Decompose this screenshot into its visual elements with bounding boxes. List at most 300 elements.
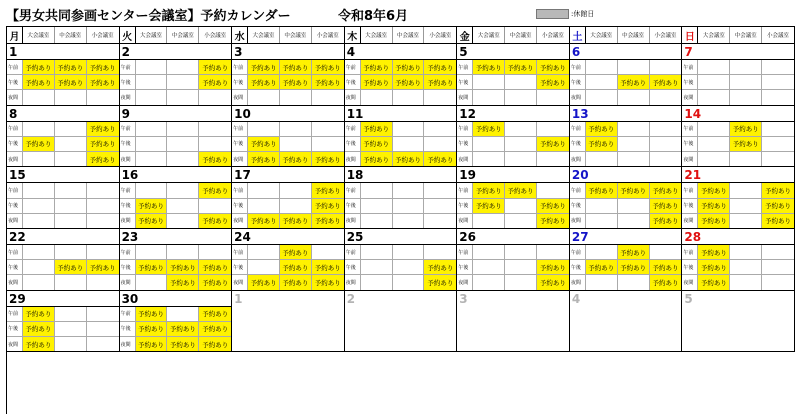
available-slot[interactable]: [248, 183, 280, 197]
available-slot[interactable]: [618, 275, 650, 289]
available-slot[interactable]: [762, 60, 794, 74]
available-slot[interactable]: [280, 122, 312, 136]
booked-slot[interactable]: 予約あり: [473, 60, 505, 74]
available-slot[interactable]: [618, 60, 650, 74]
available-slot[interactable]: [167, 152, 199, 166]
booked-slot[interactable]: 予約あり: [23, 307, 55, 321]
booked-slot[interactable]: 予約あり: [473, 183, 505, 197]
available-slot[interactable]: [762, 75, 794, 89]
available-slot[interactable]: [393, 183, 425, 197]
available-slot[interactable]: [87, 90, 119, 104]
available-slot[interactable]: [730, 60, 762, 74]
available-slot[interactable]: [136, 75, 168, 89]
available-slot[interactable]: [248, 122, 280, 136]
booked-slot[interactable]: 予約あり: [537, 199, 569, 213]
day-cell[interactable]: [570, 106, 683, 168]
available-slot[interactable]: [505, 275, 537, 289]
available-slot[interactable]: [361, 183, 393, 197]
available-slot[interactable]: [762, 245, 794, 259]
available-slot[interactable]: [136, 275, 168, 289]
booked-slot[interactable]: 予約あり: [280, 60, 312, 74]
day-cell[interactable]: [345, 167, 458, 229]
available-slot[interactable]: [248, 245, 280, 259]
available-slot[interactable]: [55, 322, 87, 336]
available-slot[interactable]: [586, 275, 618, 289]
booked-slot[interactable]: 予約あり: [167, 275, 199, 289]
available-slot[interactable]: [393, 137, 425, 151]
booked-slot[interactable]: 予約あり: [361, 137, 393, 151]
available-slot[interactable]: [55, 214, 87, 228]
day-cell[interactable]: [120, 291, 233, 353]
available-slot[interactable]: [505, 75, 537, 89]
available-slot[interactable]: [730, 260, 762, 274]
available-slot[interactable]: [199, 137, 231, 151]
available-slot[interactable]: [586, 90, 618, 104]
available-slot[interactable]: [505, 137, 537, 151]
day-cell[interactable]: [7, 229, 120, 291]
available-slot[interactable]: [136, 90, 168, 104]
booked-slot[interactable]: 予約あり: [167, 337, 199, 351]
booked-slot[interactable]: 予約あり: [312, 60, 344, 74]
available-slot[interactable]: [87, 214, 119, 228]
available-slot[interactable]: [136, 137, 168, 151]
day-cell[interactable]: [7, 291, 120, 353]
available-slot[interactable]: [167, 307, 199, 321]
booked-slot[interactable]: 予約あり: [537, 214, 569, 228]
available-slot[interactable]: [167, 137, 199, 151]
available-slot[interactable]: [393, 245, 425, 259]
booked-slot[interactable]: 予約あり: [618, 183, 650, 197]
available-slot[interactable]: [473, 137, 505, 151]
available-slot[interactable]: [361, 245, 393, 259]
available-slot[interactable]: [361, 90, 393, 104]
available-slot[interactable]: [87, 307, 119, 321]
booked-slot[interactable]: 予約あり: [136, 337, 168, 351]
available-slot[interactable]: [698, 60, 730, 74]
available-slot[interactable]: [618, 137, 650, 151]
available-slot[interactable]: [537, 183, 569, 197]
available-slot[interactable]: [312, 90, 344, 104]
booked-slot[interactable]: 予約あり: [199, 60, 231, 74]
available-slot[interactable]: [762, 152, 794, 166]
booked-slot[interactable]: 予約あり: [87, 260, 119, 274]
available-slot[interactable]: [730, 75, 762, 89]
available-slot[interactable]: [730, 152, 762, 166]
day-cell[interactable]: [345, 106, 458, 168]
booked-slot[interactable]: 予約あり: [505, 60, 537, 74]
booked-slot[interactable]: 予約あり: [199, 183, 231, 197]
day-cell[interactable]: [682, 229, 795, 291]
available-slot[interactable]: [698, 75, 730, 89]
available-slot[interactable]: [505, 260, 537, 274]
day-cell[interactable]: [120, 167, 233, 229]
booked-slot[interactable]: 予約あり: [730, 122, 762, 136]
available-slot[interactable]: [55, 152, 87, 166]
available-slot[interactable]: [424, 199, 456, 213]
booked-slot[interactable]: 予約あり: [312, 199, 344, 213]
available-slot[interactable]: [586, 245, 618, 259]
booked-slot[interactable]: 予約あり: [537, 275, 569, 289]
available-slot[interactable]: [473, 260, 505, 274]
available-slot[interactable]: [136, 152, 168, 166]
available-slot[interactable]: [87, 199, 119, 213]
booked-slot[interactable]: 予約あり: [167, 260, 199, 274]
available-slot[interactable]: [730, 245, 762, 259]
booked-slot[interactable]: 予約あり: [23, 75, 55, 89]
booked-slot[interactable]: 予約あり: [762, 214, 794, 228]
available-slot[interactable]: [762, 90, 794, 104]
available-slot[interactable]: [167, 90, 199, 104]
available-slot[interactable]: [167, 214, 199, 228]
booked-slot[interactable]: 予約あり: [280, 275, 312, 289]
available-slot[interactable]: [23, 183, 55, 197]
available-slot[interactable]: [23, 275, 55, 289]
booked-slot[interactable]: 予約あり: [424, 260, 456, 274]
booked-slot[interactable]: 予約あり: [87, 137, 119, 151]
available-slot[interactable]: [87, 183, 119, 197]
booked-slot[interactable]: 予約あり: [248, 152, 280, 166]
booked-slot[interactable]: 予約あり: [698, 245, 730, 259]
available-slot[interactable]: [730, 183, 762, 197]
booked-slot[interactable]: 予約あり: [424, 75, 456, 89]
available-slot[interactable]: [23, 214, 55, 228]
available-slot[interactable]: [762, 122, 794, 136]
booked-slot[interactable]: 予約あり: [167, 322, 199, 336]
available-slot[interactable]: [55, 183, 87, 197]
day-cell[interactable]: [232, 167, 345, 229]
booked-slot[interactable]: 予約あり: [136, 322, 168, 336]
available-slot[interactable]: [361, 214, 393, 228]
available-slot[interactable]: [23, 245, 55, 259]
booked-slot[interactable]: 予約あり: [618, 75, 650, 89]
booked-slot[interactable]: 予約あり: [537, 60, 569, 74]
available-slot[interactable]: [698, 90, 730, 104]
available-slot[interactable]: [505, 152, 537, 166]
booked-slot[interactable]: 予約あり: [248, 60, 280, 74]
available-slot[interactable]: [361, 260, 393, 274]
available-slot[interactable]: [167, 122, 199, 136]
day-cell[interactable]: [7, 106, 120, 168]
booked-slot[interactable]: 予約あり: [393, 60, 425, 74]
booked-slot[interactable]: 予約あり: [312, 75, 344, 89]
day-cell[interactable]: [457, 229, 570, 291]
booked-slot[interactable]: 予約あり: [393, 152, 425, 166]
available-slot[interactable]: [136, 60, 168, 74]
available-slot[interactable]: [650, 60, 682, 74]
available-slot[interactable]: [87, 245, 119, 259]
available-slot[interactable]: [762, 260, 794, 274]
booked-slot[interactable]: 予約あり: [199, 260, 231, 274]
available-slot[interactable]: [248, 199, 280, 213]
available-slot[interactable]: [55, 90, 87, 104]
booked-slot[interactable]: 予約あり: [473, 199, 505, 213]
available-slot[interactable]: [393, 260, 425, 274]
booked-slot[interactable]: 予約あり: [361, 75, 393, 89]
booked-slot[interactable]: 予約あり: [87, 60, 119, 74]
booked-slot[interactable]: 予約あり: [424, 152, 456, 166]
available-slot[interactable]: [424, 90, 456, 104]
available-slot[interactable]: [650, 90, 682, 104]
day-cell[interactable]: [232, 44, 345, 106]
available-slot[interactable]: [55, 275, 87, 289]
booked-slot[interactable]: 予約あり: [698, 260, 730, 274]
available-slot[interactable]: [473, 75, 505, 89]
booked-slot[interactable]: 予約あり: [586, 183, 618, 197]
available-slot[interactable]: [698, 122, 730, 136]
available-slot[interactable]: [87, 275, 119, 289]
available-slot[interactable]: [167, 183, 199, 197]
available-slot[interactable]: [248, 260, 280, 274]
booked-slot[interactable]: 予約あり: [199, 322, 231, 336]
available-slot[interactable]: [618, 152, 650, 166]
available-slot[interactable]: [505, 199, 537, 213]
available-slot[interactable]: [618, 199, 650, 213]
available-slot[interactable]: [650, 137, 682, 151]
day-cell[interactable]: [345, 229, 458, 291]
available-slot[interactable]: [361, 275, 393, 289]
day-cell[interactable]: [7, 167, 120, 229]
booked-slot[interactable]: 予約あり: [87, 75, 119, 89]
available-slot[interactable]: [23, 122, 55, 136]
day-cell[interactable]: [682, 106, 795, 168]
available-slot[interactable]: [730, 90, 762, 104]
day-cell[interactable]: [457, 167, 570, 229]
available-slot[interactable]: [55, 337, 87, 351]
booked-slot[interactable]: 予約あり: [199, 152, 231, 166]
booked-slot[interactable]: 予約あり: [586, 137, 618, 151]
day-cell[interactable]: [120, 106, 233, 168]
available-slot[interactable]: [762, 137, 794, 151]
day-cell[interactable]: [232, 229, 345, 291]
available-slot[interactable]: [505, 90, 537, 104]
available-slot[interactable]: [199, 245, 231, 259]
booked-slot[interactable]: 予約あり: [280, 214, 312, 228]
booked-slot[interactable]: 予約あり: [650, 275, 682, 289]
booked-slot[interactable]: 予約あり: [698, 199, 730, 213]
day-cell[interactable]: [345, 44, 458, 106]
available-slot[interactable]: [698, 152, 730, 166]
day-cell[interactable]: [570, 229, 683, 291]
available-slot[interactable]: [586, 152, 618, 166]
booked-slot[interactable]: 予約あり: [55, 260, 87, 274]
available-slot[interactable]: [730, 214, 762, 228]
available-slot[interactable]: [618, 214, 650, 228]
available-slot[interactable]: [473, 214, 505, 228]
booked-slot[interactable]: 予約あり: [312, 152, 344, 166]
day-cell[interactable]: [120, 229, 233, 291]
available-slot[interactable]: [393, 199, 425, 213]
available-slot[interactable]: [23, 199, 55, 213]
available-slot[interactable]: [424, 122, 456, 136]
day-cell[interactable]: [570, 44, 683, 106]
booked-slot[interactable]: 予約あり: [586, 260, 618, 274]
available-slot[interactable]: [280, 90, 312, 104]
booked-slot[interactable]: 予約あり: [650, 260, 682, 274]
booked-slot[interactable]: 予約あり: [762, 199, 794, 213]
day-cell[interactable]: [682, 167, 795, 229]
booked-slot[interactable]: 予約あり: [312, 183, 344, 197]
available-slot[interactable]: [199, 122, 231, 136]
available-slot[interactable]: [136, 183, 168, 197]
available-slot[interactable]: [537, 245, 569, 259]
booked-slot[interactable]: 予約あり: [87, 152, 119, 166]
booked-slot[interactable]: 予約あり: [698, 275, 730, 289]
booked-slot[interactable]: 予約あり: [537, 260, 569, 274]
available-slot[interactable]: [55, 245, 87, 259]
booked-slot[interactable]: 予約あり: [136, 214, 168, 228]
booked-slot[interactable]: 予約あり: [650, 183, 682, 197]
available-slot[interactable]: [586, 75, 618, 89]
available-slot[interactable]: [730, 275, 762, 289]
booked-slot[interactable]: 予約あり: [55, 75, 87, 89]
available-slot[interactable]: [537, 90, 569, 104]
booked-slot[interactable]: 予約あり: [361, 60, 393, 74]
available-slot[interactable]: [361, 199, 393, 213]
available-slot[interactable]: [280, 137, 312, 151]
booked-slot[interactable]: 予約あり: [762, 183, 794, 197]
day-cell[interactable]: [232, 106, 345, 168]
available-slot[interactable]: [55, 122, 87, 136]
available-slot[interactable]: [730, 199, 762, 213]
available-slot[interactable]: [199, 90, 231, 104]
booked-slot[interactable]: 予約あり: [537, 75, 569, 89]
booked-slot[interactable]: 予約あり: [312, 214, 344, 228]
available-slot[interactable]: [199, 199, 231, 213]
available-slot[interactable]: [537, 152, 569, 166]
available-slot[interactable]: [312, 122, 344, 136]
day-cell[interactable]: [7, 44, 120, 106]
available-slot[interactable]: [167, 199, 199, 213]
available-slot[interactable]: [55, 307, 87, 321]
available-slot[interactable]: [136, 245, 168, 259]
available-slot[interactable]: [167, 245, 199, 259]
booked-slot[interactable]: 予約あり: [199, 75, 231, 89]
available-slot[interactable]: [762, 275, 794, 289]
available-slot[interactable]: [312, 245, 344, 259]
booked-slot[interactable]: 予約あり: [23, 137, 55, 151]
booked-slot[interactable]: 予約あり: [23, 337, 55, 351]
available-slot[interactable]: [393, 122, 425, 136]
day-cell[interactable]: [457, 106, 570, 168]
available-slot[interactable]: [87, 322, 119, 336]
available-slot[interactable]: [473, 245, 505, 259]
booked-slot[interactable]: 予約あり: [248, 137, 280, 151]
available-slot[interactable]: [537, 122, 569, 136]
booked-slot[interactable]: 予約あり: [280, 245, 312, 259]
available-slot[interactable]: [167, 75, 199, 89]
booked-slot[interactable]: 予約あり: [698, 183, 730, 197]
booked-slot[interactable]: 予約あり: [361, 152, 393, 166]
booked-slot[interactable]: 予約あり: [199, 275, 231, 289]
available-slot[interactable]: [505, 214, 537, 228]
available-slot[interactable]: [424, 183, 456, 197]
booked-slot[interactable]: 予約あり: [23, 322, 55, 336]
booked-slot[interactable]: 予約あり: [248, 75, 280, 89]
available-slot[interactable]: [23, 260, 55, 274]
day-cell[interactable]: [120, 44, 233, 106]
available-slot[interactable]: [505, 122, 537, 136]
available-slot[interactable]: [618, 90, 650, 104]
booked-slot[interactable]: 予約あり: [505, 183, 537, 197]
available-slot[interactable]: [280, 183, 312, 197]
available-slot[interactable]: [280, 199, 312, 213]
booked-slot[interactable]: 予約あり: [280, 75, 312, 89]
available-slot[interactable]: [586, 214, 618, 228]
booked-slot[interactable]: 予約あり: [312, 260, 344, 274]
available-slot[interactable]: [424, 214, 456, 228]
booked-slot[interactable]: 予約あり: [136, 199, 168, 213]
available-slot[interactable]: [473, 152, 505, 166]
booked-slot[interactable]: 予約あり: [361, 122, 393, 136]
available-slot[interactable]: [650, 122, 682, 136]
available-slot[interactable]: [586, 60, 618, 74]
booked-slot[interactable]: 予約あり: [87, 122, 119, 136]
booked-slot[interactable]: 予約あり: [618, 260, 650, 274]
booked-slot[interactable]: 予約あり: [393, 75, 425, 89]
booked-slot[interactable]: 予約あり: [537, 137, 569, 151]
available-slot[interactable]: [650, 152, 682, 166]
available-slot[interactable]: [473, 275, 505, 289]
booked-slot[interactable]: 予約あり: [730, 137, 762, 151]
available-slot[interactable]: [87, 337, 119, 351]
booked-slot[interactable]: 予約あり: [473, 122, 505, 136]
available-slot[interactable]: [586, 199, 618, 213]
booked-slot[interactable]: 予約あり: [136, 307, 168, 321]
day-cell[interactable]: [457, 44, 570, 106]
available-slot[interactable]: [393, 275, 425, 289]
available-slot[interactable]: [424, 245, 456, 259]
booked-slot[interactable]: 予約あり: [312, 275, 344, 289]
available-slot[interactable]: [248, 90, 280, 104]
available-slot[interactable]: [167, 60, 199, 74]
available-slot[interactable]: [312, 137, 344, 151]
day-cell[interactable]: [682, 44, 795, 106]
booked-slot[interactable]: 予約あり: [650, 199, 682, 213]
booked-slot[interactable]: 予約あり: [199, 214, 231, 228]
available-slot[interactable]: [393, 90, 425, 104]
available-slot[interactable]: [23, 90, 55, 104]
booked-slot[interactable]: 予約あり: [199, 307, 231, 321]
booked-slot[interactable]: 予約あり: [23, 60, 55, 74]
booked-slot[interactable]: 予約あり: [650, 214, 682, 228]
available-slot[interactable]: [698, 137, 730, 151]
booked-slot[interactable]: 予約あり: [698, 214, 730, 228]
available-slot[interactable]: [424, 137, 456, 151]
booked-slot[interactable]: 予約あり: [650, 75, 682, 89]
available-slot[interactable]: [505, 245, 537, 259]
available-slot[interactable]: [55, 199, 87, 213]
booked-slot[interactable]: 予約あり: [280, 152, 312, 166]
available-slot[interactable]: [136, 122, 168, 136]
available-slot[interactable]: [23, 152, 55, 166]
booked-slot[interactable]: 予約あり: [424, 275, 456, 289]
booked-slot[interactable]: 予約あり: [424, 60, 456, 74]
booked-slot[interactable]: 予約あり: [280, 260, 312, 274]
available-slot[interactable]: [473, 90, 505, 104]
available-slot[interactable]: [618, 122, 650, 136]
day-cell[interactable]: [570, 167, 683, 229]
available-slot[interactable]: [650, 245, 682, 259]
available-slot[interactable]: [393, 214, 425, 228]
booked-slot[interactable]: 予約あり: [248, 214, 280, 228]
booked-slot[interactable]: 予約あり: [199, 337, 231, 351]
booked-slot[interactable]: 予約あり: [248, 275, 280, 289]
available-slot[interactable]: [55, 137, 87, 151]
booked-slot[interactable]: 予約あり: [618, 245, 650, 259]
booked-slot[interactable]: 予約あり: [55, 60, 87, 74]
booked-slot[interactable]: 予約あり: [586, 122, 618, 136]
booked-slot[interactable]: 予約あり: [136, 260, 168, 274]
